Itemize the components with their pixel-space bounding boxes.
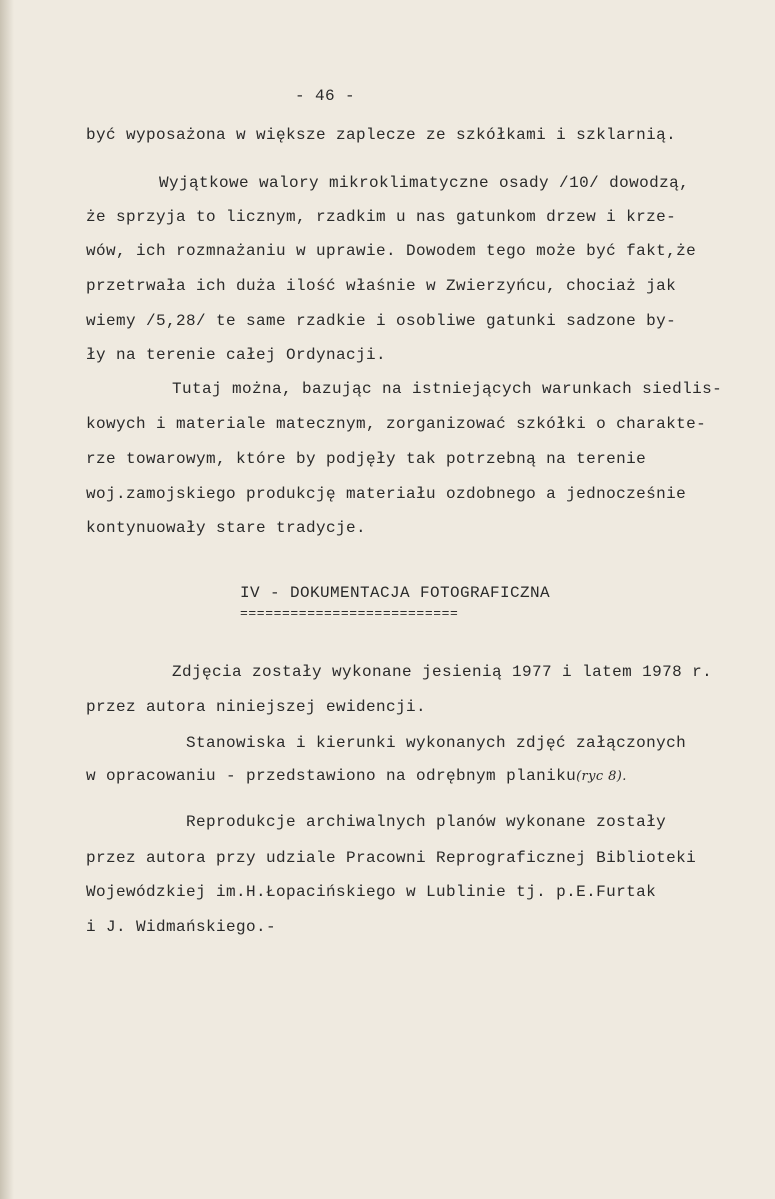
handwritten-figure-note: (ryc 8). [576, 769, 627, 784]
paragraph-3-line-5: kontynuowały stare tradycje. [86, 519, 367, 537]
page-edge-shadow [0, 0, 14, 1199]
paragraph-2-line-1: Wyjątkowe walory mikroklimatyczne osady /10/ dowodzą, [159, 174, 690, 192]
paragraph-3-line-4: woj.zamojskiego produkcję materiału ozdobnego a jednocześnie [86, 485, 687, 503]
paragraph-3-line-2: kowych i materiale matecznym, zorganizować szkółki o charakte- [86, 415, 707, 433]
paragraph-5-line-2 [86, 766, 627, 787]
paragraph-6-line-2: przez autora przy udziale Pracowni Reprograficznej Biblioteki [86, 849, 697, 867]
paragraph-3-line-1: Tutaj można, bazując na istniejących warunkach siedlis- [172, 380, 723, 398]
paragraph-4-line-1: Zdjęcia zostały wykonane jesienią 1977 i latem 1978 r. [172, 663, 713, 681]
paragraph-2-line-5: wiemy /5,28/ te same rzadkie i osobliwe gatunki sadzone by- [86, 312, 677, 330]
paragraph-1-line-1: być wyposażona w większe zaplecze ze szkółkami i szklarnią. [86, 126, 677, 144]
paragraph-2-line-6: ły na terenie całej Ordynacji. [86, 346, 387, 364]
section-heading: IV - DOKUMENTACJA FOTOGRAFICZNA [240, 584, 551, 602]
paragraph-6-line-3: Wojewódzkiej im.H.Łopacińskiego w Lublinie tj. p.E.Furtak [86, 883, 657, 901]
page-number: - 46 - [295, 87, 356, 105]
paragraph-6-line-4: i J. Widmańskiego.- [86, 918, 277, 936]
paragraph-4-line-2: przez autora niniejszej ewidencji. [86, 698, 427, 716]
paragraph-2-line-4: przetrwała ich duża ilość właśnie w Zwierzyńcu, chociaż jak [86, 277, 677, 295]
paragraph-3-line-3: rze towarowym, które by podjęły tak potrzebną na terenie [86, 450, 647, 468]
section-heading-underline: ========================== [240, 606, 459, 621]
paragraph-6-line-1: Reprodukcje archiwalnych planów wykonane zostały [186, 813, 667, 831]
paragraph-5-line-2-text: w opracowaniu - przedstawiono na odrębnym planiku [86, 767, 577, 785]
paragraph-5-line-1: Stanowiska i kierunki wykonanych zdjęć załączonych [186, 734, 687, 752]
paragraph-2-line-2: że sprzyja to licznym, rzadkim u nas gatunkom drzew i krze- [86, 208, 677, 226]
paragraph-2-line-3: wów, ich rozmnażaniu w uprawie. Dowodem tego może być fakt,że [86, 242, 697, 260]
